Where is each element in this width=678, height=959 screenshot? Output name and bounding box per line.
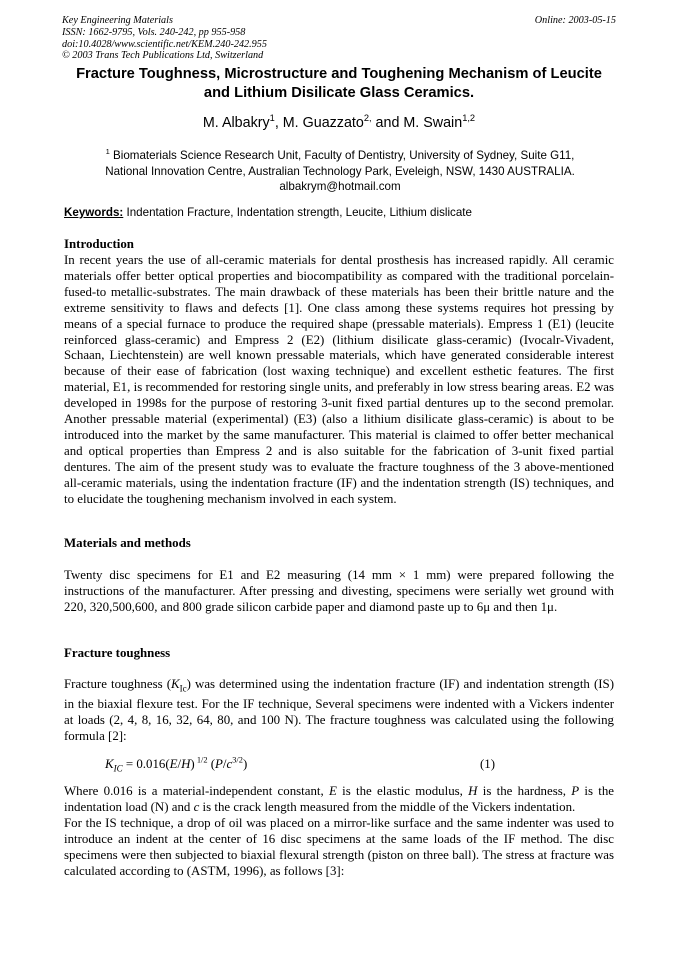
- affiliation-line: Biomaterials Science Research Unit, Faculty of Dentistry, University of Sydney, Suite G11,: [109, 149, 575, 162]
- materials-paragraph: Twenty disc specimens for E1 and E2 measuring (14 mm × 1 mm) were prepared following the instructions of the manufacturer. After pressing and divesting, specimens were serially wet ground with 220, 320,500,600, and 800 grade silicon carbide paper and diamond paste up to 6μ and then 1μ.: [64, 568, 614, 614]
- eq-symbol: K: [105, 757, 114, 771]
- keywords-label: Keywords:: [64, 206, 124, 219]
- author-name: M. Albakry: [202, 115, 270, 131]
- affiliation: [64, 148, 616, 195]
- eq-symbol: E: [169, 757, 178, 771]
- symbol-c: c: [193, 799, 200, 814]
- affiliation-line: National Innovation Centre, Australian Technology Park, Eveleigh, NSW, 1430 AUSTRALIA.: [105, 164, 575, 178]
- author-affiliation-mark: 1,2: [462, 113, 476, 124]
- author-name: M. Guazzato: [282, 115, 364, 131]
- eq-text: ): [242, 757, 248, 771]
- text-run: is the hardness,: [477, 784, 572, 798]
- author-affiliation-mark: 2,: [363, 113, 372, 124]
- section-heading-fracture-toughness: Fracture toughness: [64, 646, 171, 660]
- symbol-e: E: [329, 784, 337, 798]
- journal-issn: ISSN: 1662-9795, Vols. 240-242, pp 955-958: [62, 26, 246, 38]
- text-run: Fracture toughness (: [64, 677, 171, 691]
- equation-explanation-paragraph: [64, 784, 614, 816]
- symbol-h: H: [468, 784, 478, 798]
- eq-text: /: [177, 757, 182, 771]
- paper-title: Fracture Toughness, Microstructure and Toughening Mechanism of Leucite and Lithium Disilicate Glass Ceramics.: [76, 66, 602, 101]
- journal-doi: doi:10.4028/www.scientific.net/KEM.240-242.955: [62, 38, 267, 50]
- introduction-paragraph: In recent years the use of all-ceramic materials for dental prosthesis has increased rapidly. All ceramic materials offer better optical properties and biocompatibility as compared with the traditional porcelain-fused-to metallic-substrates. The main drawback of these materials has been their brittle nature and the extreme sensitivity to flaws and defects [1]. One class among these systems requires hot pressing by means of a special furnace to produce the required shape (pressable materials). Empress 1 (E1) (leucite reinforced glass-ceramic) and Empress 2 (E2) (lithium disilicate glass-ceramic) (Ivocalr-Vivadent, Schaan, Liechtenstein) are well known pressable materials, which have generated considerable interest because of their ease of fabrication (lost waxing technique) and excellent esthetic features. The first material, E1, is recommended for restoring single units, and preferably in low stress bearing areas. E2 was developed in 1998s for the purpose of restoring 3-unit fixed partial dentures up to the second premolar. Another pressable material (experimental) (E3) (also a lithium disilicate glass-ceramic) is about to be introduced into the market by the same manufacturer. This material is claimed to offer better mechanical and optical properties than Empress 2 and is also suitable for the fabrication of 3-unit fixed partial dentures. The aim of the present study was to evaluate the fracture toughness of the 3 above-mentioned all-ceramic materials, using the indentation fracture (IF) and the indentation strength (IS) techniques, and to elucidate the toughening mechanism involved in each system.: [64, 253, 614, 506]
- eq-symbol: H: [181, 757, 191, 771]
- affiliation-mark: 1: [105, 147, 110, 157]
- eq-exponent: 1/2: [194, 755, 208, 765]
- journal-header: [62, 15, 618, 62]
- eq-text: (: [207, 757, 216, 771]
- text-run: is the crack length measured from the middle of the Vickers indentation.: [199, 799, 576, 814]
- eq-symbol: P: [215, 757, 223, 771]
- text-run: Where 0.016 is a material-independent constant,: [64, 784, 330, 798]
- equation-number: (1): [479, 757, 495, 771]
- eq-text: /: [222, 757, 227, 771]
- eq-exponent: 3/2: [232, 755, 243, 765]
- online-date: Online: 2003-05-15: [534, 15, 616, 26]
- author-separator: and: [371, 115, 404, 131]
- eq-text: ): [190, 757, 195, 771]
- eq-text: = 0.016(: [122, 757, 170, 771]
- author-affiliation-mark: 1: [269, 113, 275, 124]
- keywords: [64, 205, 616, 220]
- author-separator: ,: [274, 115, 283, 131]
- journal-copyright: © 2003 Trans Tech Publications Ltd, Switzerland: [62, 50, 264, 62]
- text-run: ) was determined using the indentation fracture (IF) and indentation strength (IS) in the biaxial flexure test. For the IF technique, Several specimens were indented with a Vickers indenter at loads (2, 4, 8, 16, 32, 64, 80, and 100 N). The fracture toughness was calculated using the following formula [2]:: [64, 677, 614, 744]
- keywords-text: Indentation Fracture, Indentation strength, Leucite, Lithium dislicate: [123, 206, 472, 219]
- is-technique-paragraph: For the IS technique, a drop of oil was placed on a mirror-like surface and the same indenter was used to introduce an indent at the center of 16 disc specimens at the same loads of the IF method. The disc specimens were then subjected to biaxial flexural strength (piston on three ball). The stress at fracture was calculated according to (ASTM, 1996), as follows [3]:: [64, 816, 614, 878]
- journal-name: Key Engineering Materials: [62, 15, 173, 26]
- eq-subscript: IC: [113, 763, 123, 774]
- author-list: [62, 114, 616, 133]
- symbol-p: P: [571, 784, 580, 798]
- text-run: is the indentation load (N) and: [64, 784, 614, 814]
- text-run: is the elastic modulus,: [336, 784, 469, 798]
- equation-1: [105, 756, 495, 777]
- section-heading-materials: Materials and methods: [64, 536, 191, 550]
- section-heading-introduction: Introduction: [64, 237, 134, 251]
- fracture-paragraph: [64, 677, 614, 745]
- symbol-k: K: [171, 677, 180, 691]
- symbol-subscript: Ic: [179, 683, 187, 694]
- author-name: M. Swain: [403, 115, 463, 131]
- author-email: albakrym@hotmail.com: [279, 180, 401, 193]
- eq-symbol: c: [226, 757, 233, 771]
